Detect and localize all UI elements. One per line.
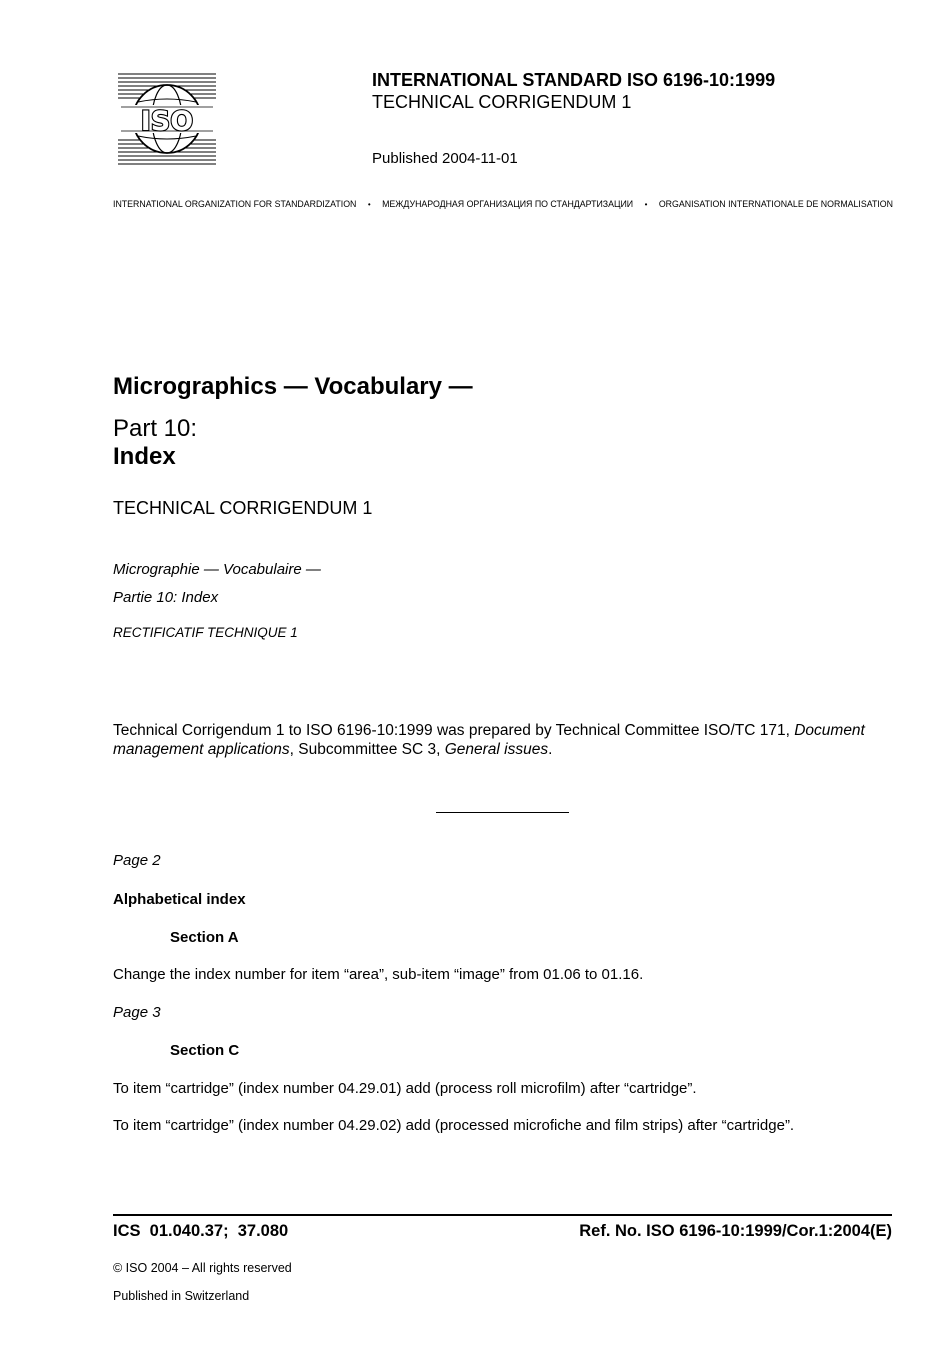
iso-logo (118, 72, 216, 166)
header-corrigendum: TECHNICAL CORRIGENDUM 1 (372, 92, 632, 112)
copyright-notice: © ISO 2004 – All rights reserved (113, 1261, 292, 1275)
org-name-french: ORGANISATION INTERNATIONALE DE NORMALISATION (658, 199, 893, 209)
change-section-c-2: To item “cartridge” (index number 04.29.02) add (processed microfiche and film strips) after “cartridge”. (113, 1117, 795, 1134)
prep-committee-title: Document management applications (113, 722, 865, 758)
published-in: Published in Switzerland (113, 1289, 250, 1303)
section-c-heading: Section C (170, 1042, 240, 1059)
page-2-label: Page 2 (113, 852, 161, 869)
separator-line (436, 812, 569, 813)
org-name-english: INTERNATIONAL ORGANIZATION FOR STANDARDIZATION (113, 199, 357, 209)
page-3-label: Page 3 (113, 1004, 161, 1021)
iso-logo-text: ISO (140, 106, 194, 137)
standard-title: INTERNATIONAL STANDARD ISO 6196-10:1999 (372, 70, 776, 90)
organization-names (113, 199, 893, 209)
corrigendum-label: TECHNICAL CORRIGENDUM 1 (113, 498, 373, 518)
french-rectificatif: RECTIFICATIF TECHNIQUE 1 (113, 625, 298, 640)
prep-text: Technical Corrigendum 1 to ISO 6196-10:1999 was prepared by Technical Committee ISO/TC 171, (113, 722, 795, 739)
preparation-statement (113, 721, 895, 759)
published-date: Published 2004-11-01 (372, 150, 518, 167)
prep-subcommittee-title: General issues (444, 741, 549, 758)
bullet-separator: • (644, 199, 648, 209)
reference-number: Ref. No. ISO 6196-10:1999/Cor.1:2004(E) (579, 1222, 892, 1240)
bullet-separator: • (367, 199, 371, 209)
french-part-title: Partie 10: Index (113, 589, 219, 606)
part-label: Part 10: (113, 415, 198, 442)
french-title: Micrographie — Vocabulaire — (113, 561, 321, 578)
ics-codes: ICS 01.040.37; 37.080 (113, 1222, 289, 1240)
alphabetical-index-heading: Alphabetical index (113, 891, 246, 908)
change-section-c-1: To item “cartridge” (index number 04.29.01) add (process roll microfilm) after “cartridge”. (113, 1080, 697, 1097)
org-name-russian: МЕЖДУНАРОДНАЯ ОРГАНИЗАЦИЯ ПО СТАНДАРТИЗАЦИИ (382, 199, 634, 209)
footer-rule (113, 1214, 892, 1216)
part-title: Index (113, 443, 176, 470)
prep-text: . (548, 741, 553, 758)
prep-text: , Subcommittee SC 3, (289, 741, 445, 758)
change-section-a: Change the index number for item “area”, sub-item “image” from 01.06 to 01.16. (113, 966, 644, 983)
document-title: Micrographics — Vocabulary — (113, 373, 473, 400)
section-a-heading: Section A (170, 929, 239, 946)
